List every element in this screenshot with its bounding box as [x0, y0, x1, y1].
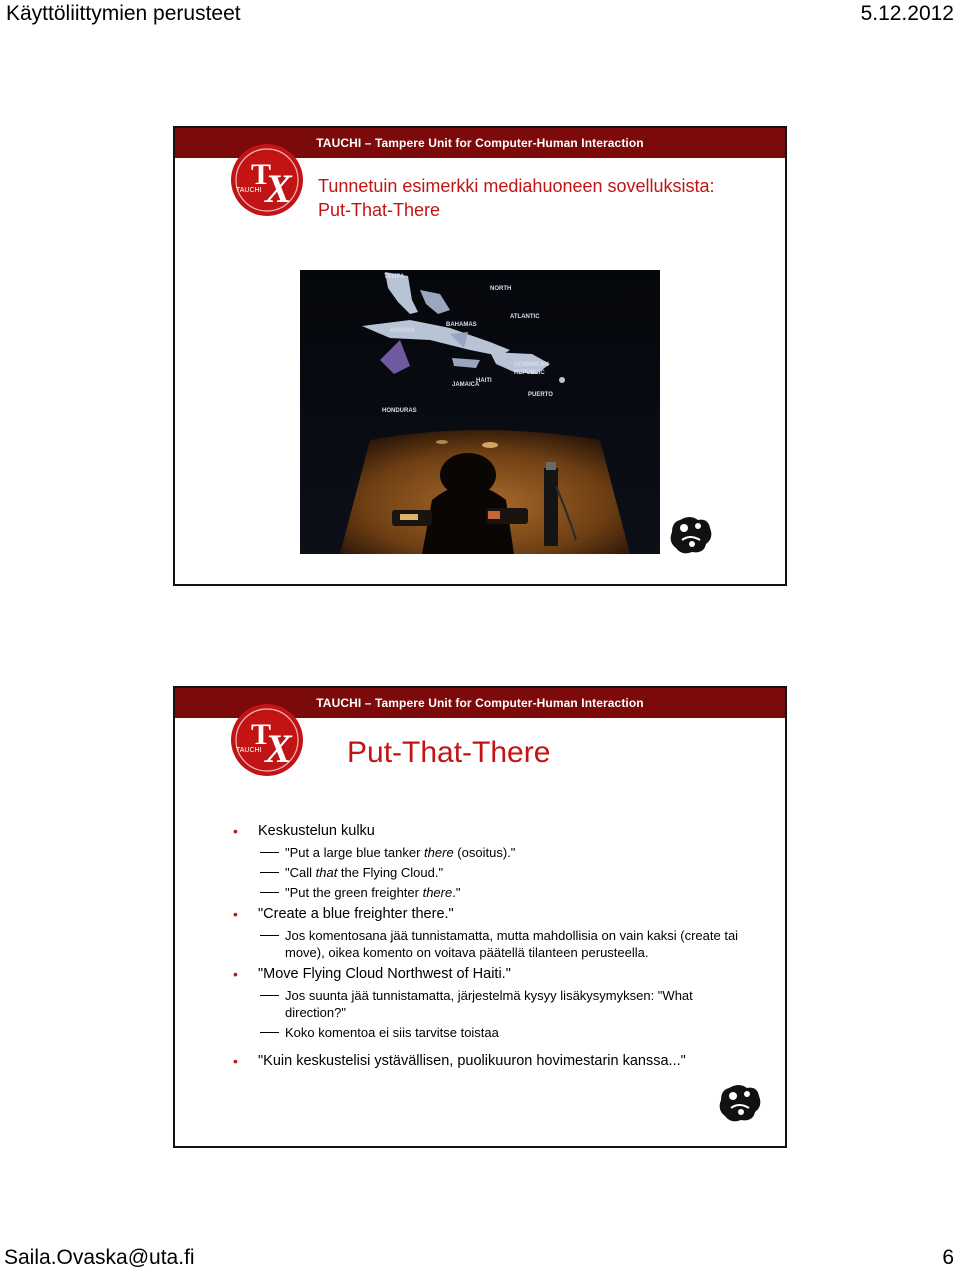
slide-1: [173, 126, 787, 586]
list-subitem-text: the Flying Cloud.": [337, 865, 444, 880]
list-subitem: [233, 884, 753, 901]
list-item-text: "Move Flying Cloud Northwest of Haiti.": [258, 966, 511, 982]
page-number: 6: [942, 1246, 954, 1269]
dash-icon: [260, 995, 279, 996]
list-item: [233, 905, 753, 924]
dash-icon: [260, 872, 279, 873]
svg-text:X: X: [265, 166, 292, 211]
list-item: [233, 1052, 693, 1071]
emphasis-text: that: [315, 865, 338, 880]
dash-icon: [260, 892, 279, 893]
slide-title: [318, 174, 715, 222]
svg-text:TAUCHI: TAUCHI: [236, 747, 262, 754]
svg-text:HONDURAS: HONDURAS: [382, 408, 417, 414]
author-email: Saila.Ovaska@uta.fi: [4, 1246, 195, 1269]
list-subitem-text: Jos suunta jää tunnistamatta, järjestelmä kysyy lisäkysymyksen: "What direction?": [285, 988, 693, 1020]
list-subitem-text: "Put the green freighter: [285, 885, 423, 900]
dash-icon: [260, 935, 279, 936]
svg-text:DOMINICAN: DOMINICAN: [514, 362, 549, 368]
svg-text:TAMPA: TAMPA: [384, 274, 405, 280]
bullet-dot-icon: •: [233, 823, 238, 839]
svg-text:T: T: [251, 718, 272, 751]
bullet-dot-icon: •: [233, 966, 238, 982]
band-title: TAUCHI – Tampere Unit for Computer-Human Interaction: [316, 136, 644, 150]
tauchi-emblem-icon: [668, 512, 714, 558]
document-date: 5.12.2012: [860, 2, 954, 25]
list-item: [233, 822, 753, 841]
svg-text:TAUCHI: TAUCHI: [236, 187, 262, 194]
svg-text:NORTH: NORTH: [490, 286, 512, 292]
bullet-list: [233, 818, 753, 1071]
list-subitem-text: "Call: [285, 865, 316, 880]
svg-text:BAHAMAS: BAHAMAS: [446, 322, 477, 328]
list-subitem: [233, 927, 753, 961]
list-subitem: [233, 987, 753, 1021]
list-item-text: "Kuin keskustelisi ystävällisen, puolikuuron hovimestarin kanssa...": [258, 1053, 686, 1069]
list-item-text: "Create a blue freighter there.": [258, 906, 454, 922]
list-subitem-text: Jos komentosana jää tunnistamatta, mutta mahdollisia on vain kaksi (create tai move), oikea komento on voitava päätellä tilanteen perusteella.: [285, 928, 739, 960]
put-that-there-photo: [300, 270, 660, 554]
svg-text:T: T: [251, 158, 272, 191]
list-subitem: [233, 1024, 753, 1041]
list-subitem: [233, 864, 753, 881]
bullet-dot-icon: •: [233, 1053, 238, 1069]
list-subitem-text: (osoitus).": [453, 845, 516, 860]
document-title: Käyttöliittymien perusteet: [6, 2, 241, 25]
list-subitem-text: .": [452, 885, 461, 900]
tauchi-emblem-icon: [717, 1080, 763, 1126]
list-subitem-text: "Put a large blue tanker: [285, 845, 425, 860]
band-title: TAUCHI – Tampere Unit for Computer-Human Interaction: [316, 696, 644, 710]
list-subitem: [233, 844, 753, 861]
svg-text:X: X: [265, 726, 292, 771]
slide-title-line-1: Tunnetuin esimerkki mediahuoneen sovelluksista:: [318, 176, 715, 196]
slide-title: Put-That-There: [347, 736, 551, 769]
list-item: [233, 965, 753, 984]
slide-title-line-2: Put-That-There: [318, 200, 441, 220]
list-subitem-text: Koko komentoa ei siis tarvitse toistaa: [285, 1025, 499, 1040]
tauchi-logo-icon: [227, 140, 307, 220]
svg-text:ATLANTIC: ATLANTIC: [510, 314, 540, 320]
emphasis-text: there: [424, 845, 454, 860]
svg-text:PUERTO: PUERTO: [528, 392, 553, 398]
list-item-text: Keskustelun kulku: [258, 823, 375, 839]
svg-text:HAITI: HAITI: [476, 378, 492, 384]
dash-icon: [260, 1032, 279, 1033]
tauchi-logo-icon: [227, 700, 307, 780]
slide-2: [173, 686, 787, 1148]
svg-text:HAVANA: HAVANA: [390, 328, 415, 334]
bullet-dot-icon: •: [233, 906, 238, 922]
emphasis-text: there: [422, 885, 453, 900]
svg-text:REPUBLIC: REPUBLIC: [514, 370, 545, 376]
dash-icon: [260, 852, 279, 853]
svg-text:JAMAICA: JAMAICA: [452, 382, 480, 388]
